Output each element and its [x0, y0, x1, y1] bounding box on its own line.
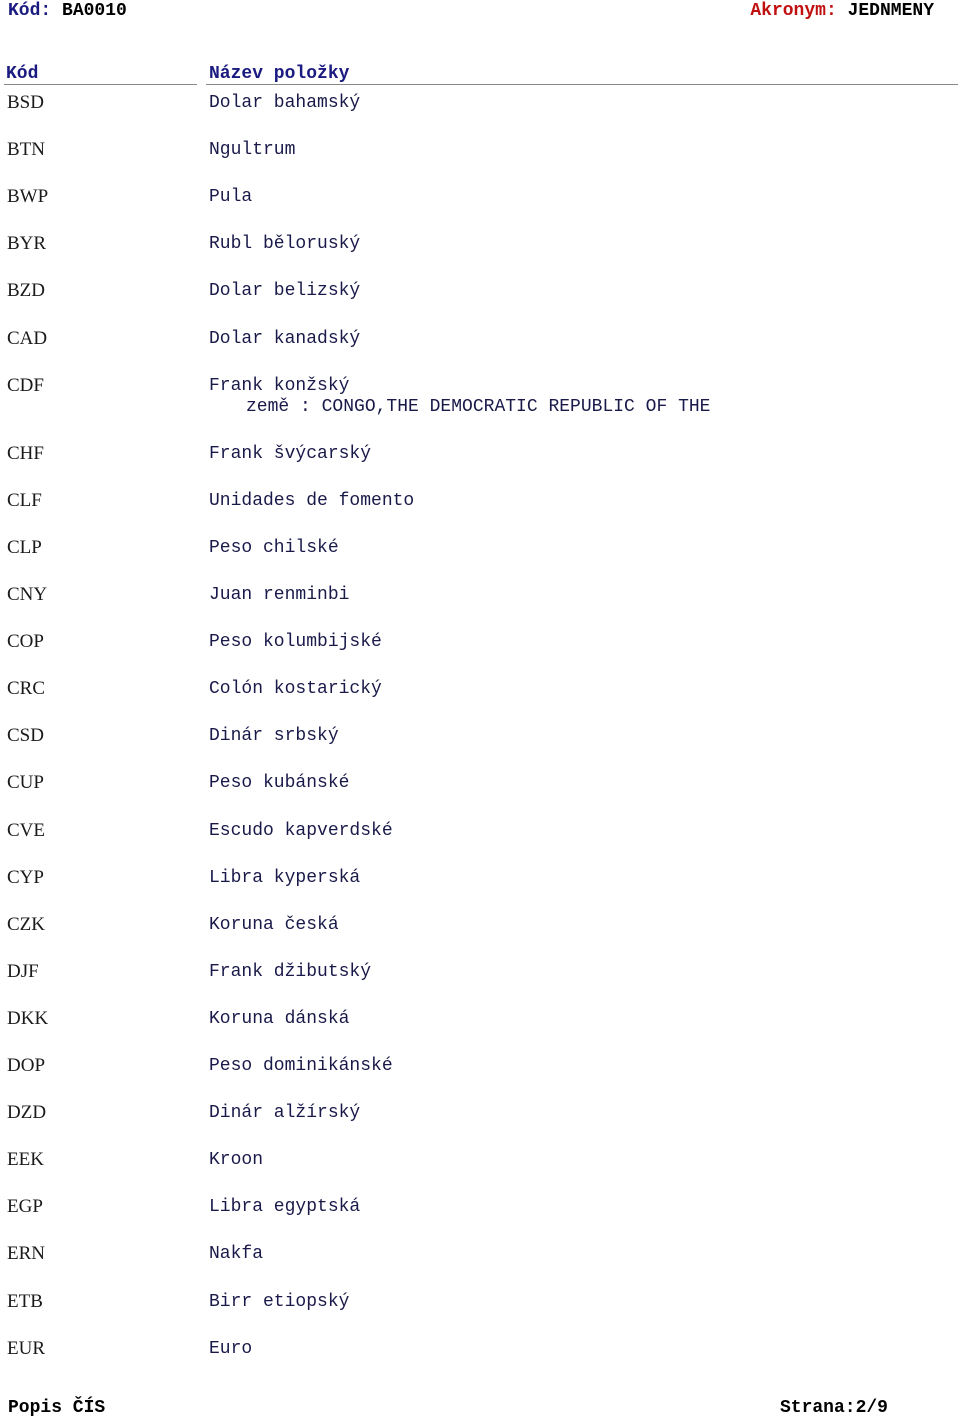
- header-acronym: [750, 0, 934, 22]
- header-code: [8, 0, 127, 22]
- currency-code: CRC: [7, 678, 46, 699]
- currency-code: CLF: [7, 490, 42, 511]
- table-row: [0, 328, 960, 368]
- currency-name: Dolar kanadský: [209, 329, 361, 349]
- currency-name: Dolar belizský: [209, 281, 361, 301]
- currency-name: Peso dominikánské: [209, 1056, 393, 1076]
- currency-code: ERN: [7, 1243, 45, 1264]
- currency-name: Frank konžský: [209, 376, 350, 396]
- currency-code: DKK: [7, 1008, 49, 1029]
- currency-name: Frank švýcarský: [209, 444, 372, 464]
- table-row: [0, 139, 960, 179]
- currency-code: CHF: [7, 443, 44, 464]
- currency-name: Pula: [209, 187, 253, 207]
- code-label: Kód:: [8, 1, 52, 21]
- currency-code: CVE: [7, 820, 45, 841]
- currency-code: CSD: [7, 725, 44, 746]
- currency-code: ETB: [7, 1291, 43, 1312]
- currency-name: Juan renminbi: [209, 585, 350, 605]
- currency-name: Colón kostarický: [209, 679, 382, 699]
- currency-code: BWP: [7, 186, 49, 207]
- currency-name: Birr etiopský: [209, 1292, 350, 1312]
- currency-name: Peso kubánské: [209, 773, 350, 793]
- table-row: [0, 867, 960, 907]
- currency-code: EGP: [7, 1196, 43, 1217]
- table-row: [0, 537, 960, 577]
- currency-name: Frank džibutský: [209, 962, 372, 982]
- table-row: [0, 678, 960, 718]
- currency-code: BSD: [7, 92, 44, 113]
- acronym-value: JEDNMENY: [847, 1, 934, 21]
- currency-code: BZD: [7, 280, 45, 301]
- table-row: [0, 375, 960, 415]
- currency-code: CNY: [7, 584, 48, 605]
- table-row: [0, 92, 960, 132]
- currency-name: Kroon: [209, 1150, 264, 1170]
- table-row: [0, 725, 960, 765]
- currency-name: Libra kyperská: [209, 868, 361, 888]
- currency-code: CLP: [7, 537, 42, 558]
- currency-country-note: země : CONGO,THE DEMOCRATIC REPUBLIC OF THE: [246, 397, 711, 417]
- currency-code: BTN: [7, 139, 45, 160]
- currency-name: Escudo kapverdské: [209, 821, 393, 841]
- column-divider-name: [206, 84, 958, 85]
- table-row: [0, 186, 960, 226]
- table-row: [0, 443, 960, 483]
- currency-name: Euro: [209, 1339, 253, 1359]
- table-row: [0, 233, 960, 273]
- table-row: [0, 772, 960, 812]
- currency-code: DJF: [7, 961, 39, 982]
- currency-code: CYP: [7, 867, 44, 888]
- currency-name: Koruna dánská: [209, 1009, 350, 1029]
- currency-name: Peso chilské: [209, 538, 339, 558]
- code-value: BA0010: [62, 1, 127, 21]
- currency-name: Libra egyptská: [209, 1197, 361, 1217]
- table-row: [0, 961, 960, 1001]
- currency-name: Dinár srbský: [209, 726, 339, 746]
- currency-name: Peso kolumbijské: [209, 632, 382, 652]
- table-row: [0, 584, 960, 624]
- table-row: [0, 631, 960, 671]
- table-row: [0, 1338, 960, 1378]
- footer-title: Popis ČÍS: [8, 1398, 106, 1418]
- currency-name: Nakfa: [209, 1244, 264, 1264]
- acronym-label: Akronym:: [750, 1, 837, 21]
- table-row: [0, 1055, 960, 1095]
- table-row: [0, 1008, 960, 1048]
- table-row: [0, 490, 960, 530]
- currency-name: Dinár alžírský: [209, 1103, 361, 1123]
- currency-code: EEK: [7, 1149, 44, 1170]
- table-row: [0, 1102, 960, 1142]
- column-header-code: Kód: [6, 64, 39, 84]
- currency-code: COP: [7, 631, 44, 652]
- table-row: [0, 1243, 960, 1283]
- currency-code: CUP: [7, 772, 44, 793]
- table-row: [0, 1149, 960, 1189]
- table-row: [0, 820, 960, 860]
- table-row: [0, 1291, 960, 1331]
- page-number: Strana:2/9: [779, 1398, 888, 1418]
- table-row: [0, 1196, 960, 1236]
- currency-name: Ngultrum: [209, 140, 296, 160]
- table-row: [0, 914, 960, 954]
- table-row: [0, 280, 960, 320]
- currency-name: Unidades de fomento: [209, 491, 415, 511]
- currency-name: Koruna česká: [209, 915, 339, 935]
- currency-code: BYR: [7, 233, 47, 254]
- currency-code: CAD: [7, 328, 48, 349]
- currency-name: Rubl běloruský: [209, 234, 361, 254]
- currency-code: CZK: [7, 914, 45, 935]
- column-header-name: Název položky: [209, 64, 350, 84]
- column-divider-code: [4, 84, 197, 85]
- currency-code: EUR: [7, 1338, 45, 1359]
- currency-name: Dolar bahamský: [209, 93, 361, 113]
- currency-code: CDF: [7, 375, 44, 396]
- currency-code: DZD: [7, 1102, 47, 1123]
- currency-code: DOP: [7, 1055, 46, 1076]
